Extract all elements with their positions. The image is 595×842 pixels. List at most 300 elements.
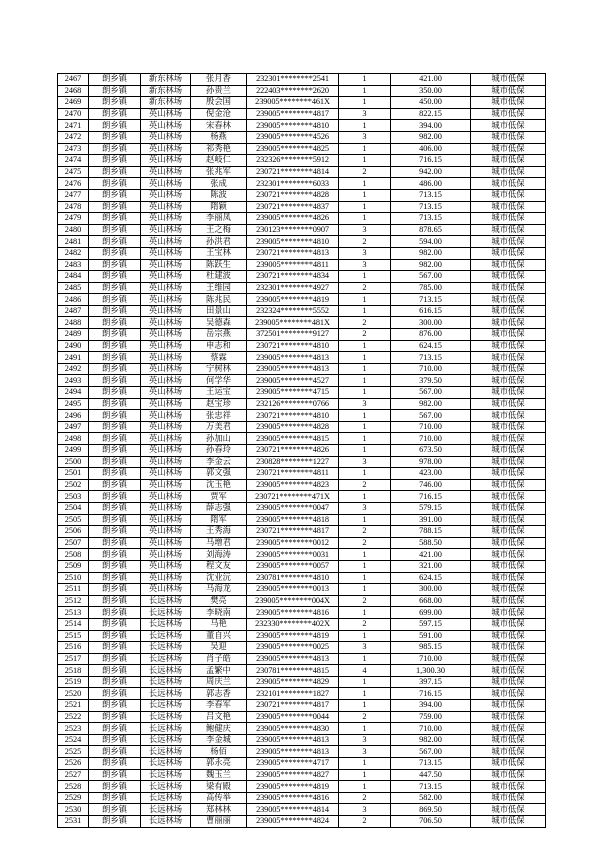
cell-type: 城市低保 (471, 74, 546, 86)
cell-town: 朗乡镇 (89, 421, 141, 433)
cell-town: 朗乡镇 (89, 456, 141, 468)
cell-id: 239005********4819 (247, 630, 339, 642)
cell-id: 239005********4813 (247, 653, 339, 665)
table-row (58, 723, 546, 735)
cell-id: 239005********4715 (247, 387, 339, 399)
cell-town: 朗乡镇 (89, 653, 141, 665)
cell-count: 2 (339, 816, 391, 828)
cell-no: 2474 (58, 155, 89, 167)
table-row (58, 143, 546, 155)
cell-count: 1 (339, 387, 391, 399)
cell-amount: 624.15 (391, 572, 471, 584)
cell-town: 朗乡镇 (89, 317, 141, 329)
cell-amount: 710.00 (391, 433, 471, 445)
cell-count: 2 (339, 526, 391, 538)
cell-amount: 713.15 (391, 294, 471, 306)
cell-count: 2 (339, 329, 391, 341)
cell-name: 蔡霖 (191, 352, 247, 364)
cell-id: 239005********4717 (247, 758, 339, 770)
cell-type: 城市低保 (471, 456, 546, 468)
cell-amount: 450.00 (391, 97, 471, 109)
cell-name: 魏玉兰 (191, 769, 247, 781)
cell-town: 朗乡镇 (89, 642, 141, 654)
cell-town: 朗乡镇 (89, 537, 141, 549)
cell-town: 朗乡镇 (89, 711, 141, 723)
cell-amount: 588.50 (391, 537, 471, 549)
cell-amount: 579.15 (391, 502, 471, 514)
cell-town: 朗乡镇 (89, 595, 141, 607)
table-row (58, 595, 546, 607)
cell-no: 2512 (58, 595, 89, 607)
cell-farm: 长远林场 (141, 700, 191, 712)
cell-no: 2498 (58, 433, 89, 445)
cell-count: 1 (339, 607, 391, 619)
cell-id: 239005********4824 (247, 816, 339, 828)
cell-type: 城市低保 (471, 352, 546, 364)
cell-count: 1 (339, 178, 391, 190)
cell-no: 2504 (58, 502, 89, 514)
cell-id: 239005********4828 (247, 421, 339, 433)
cell-count: 1 (339, 352, 391, 364)
cell-count: 3 (339, 456, 391, 468)
cell-amount: 716.15 (391, 491, 471, 503)
cell-count: 2 (339, 317, 391, 329)
cell-count: 1 (339, 74, 391, 86)
cell-type: 城市低保 (471, 792, 546, 804)
table-row (58, 468, 546, 480)
cell-farm: 英山林场 (141, 445, 191, 457)
cell-farm: 英山林场 (141, 213, 191, 225)
table-body (58, 74, 546, 828)
cell-type: 城市低保 (471, 653, 546, 665)
cell-town: 朗乡镇 (89, 155, 141, 167)
cell-farm: 长远林场 (141, 746, 191, 758)
cell-no: 2499 (58, 445, 89, 457)
cell-farm: 英山林场 (141, 155, 191, 167)
cell-farm: 英山林场 (141, 236, 191, 248)
cell-type: 城市低保 (471, 85, 546, 97)
cell-town: 朗乡镇 (89, 271, 141, 283)
cell-town: 朗乡镇 (89, 433, 141, 445)
cell-town: 朗乡镇 (89, 468, 141, 480)
table-row (58, 213, 546, 225)
cell-name: 王运宝 (191, 387, 247, 399)
table-row (58, 700, 546, 712)
table-row (58, 758, 546, 770)
cell-no: 2500 (58, 456, 89, 468)
table-row (58, 85, 546, 97)
cell-name: 刘海涛 (191, 549, 247, 561)
cell-amount: 706.50 (391, 816, 471, 828)
cell-type: 城市低保 (471, 642, 546, 654)
cell-id: 239005********4816 (247, 607, 339, 619)
cell-id: 230721********4810 (247, 340, 339, 352)
cell-farm: 长远林场 (141, 595, 191, 607)
cell-name: 李晓南 (191, 607, 247, 619)
cell-type: 城市低保 (471, 340, 546, 352)
table-row (58, 526, 546, 538)
cell-type: 城市低保 (471, 282, 546, 294)
cell-type: 城市低保 (471, 410, 546, 422)
cell-type: 城市低保 (471, 178, 546, 190)
cell-count: 3 (339, 131, 391, 143)
cell-no: 2484 (58, 271, 89, 283)
cell-name: 吕文艳 (191, 711, 247, 723)
cell-no: 2481 (58, 236, 89, 248)
table-row (58, 514, 546, 526)
cell-type: 城市低保 (471, 630, 546, 642)
table-row (58, 317, 546, 329)
table-row (58, 131, 546, 143)
cell-amount: 594.00 (391, 236, 471, 248)
cell-town: 朗乡镇 (89, 352, 141, 364)
cell-name: 赵宝珍 (191, 398, 247, 410)
cell-no: 2486 (58, 294, 89, 306)
cell-amount: 350.00 (391, 85, 471, 97)
cell-town: 朗乡镇 (89, 329, 141, 341)
cell-id: 239005********4826 (247, 213, 339, 225)
cell-count: 1 (339, 445, 391, 457)
cell-no: 2515 (58, 630, 89, 642)
cell-amount: 788.15 (391, 526, 471, 538)
cell-id: 239005********4817 (247, 108, 339, 120)
cell-no: 2479 (58, 213, 89, 225)
cell-town: 朗乡镇 (89, 491, 141, 503)
cell-farm: 长远林场 (141, 804, 191, 816)
cell-id: 239005********0057 (247, 560, 339, 572)
cell-type: 城市低保 (471, 676, 546, 688)
cell-id: 239005********4526 (247, 131, 339, 143)
cell-amount: 716.15 (391, 155, 471, 167)
cell-id: 232330********402X (247, 618, 339, 630)
cell-town: 朗乡镇 (89, 445, 141, 457)
cell-farm: 长远林场 (141, 781, 191, 793)
cell-amount: 391.00 (391, 514, 471, 526)
cell-farm: 英山林场 (141, 247, 191, 259)
cell-type: 城市低保 (471, 201, 546, 213)
cell-amount: 822.15 (391, 108, 471, 120)
table-row (58, 166, 546, 178)
cell-no: 2467 (58, 74, 89, 86)
cell-town: 朗乡镇 (89, 804, 141, 816)
cell-amount: 321.00 (391, 560, 471, 572)
cell-id: 232324********5552 (247, 305, 339, 317)
table-row (58, 363, 546, 375)
cell-town: 朗乡镇 (89, 769, 141, 781)
cell-count: 1 (339, 305, 391, 317)
cell-farm: 长远林场 (141, 642, 191, 654)
cell-type: 城市低保 (471, 514, 546, 526)
cell-name: 万美君 (191, 421, 247, 433)
cell-farm: 英山林场 (141, 329, 191, 341)
cell-no: 2482 (58, 247, 89, 259)
cell-farm: 英山林场 (141, 421, 191, 433)
cell-id: 239005********4813 (247, 746, 339, 758)
cell-amount: 716.15 (391, 688, 471, 700)
cell-count: 1 (339, 468, 391, 480)
table-row (58, 734, 546, 746)
cell-amount: 982.00 (391, 259, 471, 271)
cell-town: 朗乡镇 (89, 676, 141, 688)
cell-no: 2494 (58, 387, 89, 399)
cell-type: 城市低保 (471, 665, 546, 677)
cell-amount: 300.00 (391, 584, 471, 596)
cell-no: 2531 (58, 816, 89, 828)
cell-type: 城市低保 (471, 560, 546, 572)
cell-type: 城市低保 (471, 213, 546, 225)
cell-id: 239005********4814 (247, 804, 339, 816)
cell-amount: 878.65 (391, 224, 471, 236)
cell-amount: 699.00 (391, 607, 471, 619)
cell-town: 朗乡镇 (89, 746, 141, 758)
cell-id: 232326********5912 (247, 155, 339, 167)
cell-amount: 567.00 (391, 410, 471, 422)
cell-type: 城市低保 (471, 317, 546, 329)
table-row (58, 769, 546, 781)
cell-amount: 406.00 (391, 143, 471, 155)
cell-count: 1 (339, 491, 391, 503)
cell-type: 城市低保 (471, 236, 546, 248)
cell-no: 2473 (58, 143, 89, 155)
table-row (58, 387, 546, 399)
cell-farm: 长远林场 (141, 769, 191, 781)
cell-no: 2517 (58, 653, 89, 665)
cell-town: 朗乡镇 (89, 816, 141, 828)
cell-name: 陈跃生 (191, 259, 247, 271)
cell-count: 2 (339, 166, 391, 178)
cell-no: 2488 (58, 317, 89, 329)
cell-town: 朗乡镇 (89, 178, 141, 190)
cell-no: 2502 (58, 479, 89, 491)
cell-type: 城市低保 (471, 572, 546, 584)
cell-amount: 394.00 (391, 120, 471, 132)
cell-name: 王维园 (191, 282, 247, 294)
cell-id: 230721********4834 (247, 271, 339, 283)
cell-name: 薛志强 (191, 502, 247, 514)
cell-farm: 英山林场 (141, 549, 191, 561)
cell-type: 城市低保 (471, 363, 546, 375)
cell-town: 朗乡镇 (89, 236, 141, 248)
cell-amount: 300.00 (391, 317, 471, 329)
cell-type: 城市低保 (471, 445, 546, 457)
table-row (58, 618, 546, 630)
cell-town: 朗乡镇 (89, 305, 141, 317)
cell-id: 230123********0907 (247, 224, 339, 236)
cell-farm: 英山林场 (141, 584, 191, 596)
cell-id: 239005********4813 (247, 734, 339, 746)
cell-amount: 985.15 (391, 642, 471, 654)
cell-name: 高传举 (191, 792, 247, 804)
cell-type: 城市低保 (471, 398, 546, 410)
table-row (58, 502, 546, 514)
cell-no: 2509 (58, 560, 89, 572)
cell-farm: 英山林场 (141, 131, 191, 143)
cell-count: 3 (339, 734, 391, 746)
cell-farm: 英山林场 (141, 201, 191, 213)
cell-town: 朗乡镇 (89, 201, 141, 213)
cell-type: 城市低保 (471, 700, 546, 712)
cell-type: 城市低保 (471, 421, 546, 433)
cell-no: 2522 (58, 711, 89, 723)
cell-type: 城市低保 (471, 804, 546, 816)
cell-id: 232301********2541 (247, 74, 339, 86)
cell-name: 隋颖 (191, 201, 247, 213)
cell-name: 杜建波 (191, 271, 247, 283)
table-row (58, 642, 546, 654)
cell-count: 1 (339, 410, 391, 422)
cell-id: 232301********6033 (247, 178, 339, 190)
cell-farm: 英山林场 (141, 305, 191, 317)
cell-count: 1 (339, 201, 391, 213)
cell-amount: 785.00 (391, 282, 471, 294)
cell-amount: 713.15 (391, 213, 471, 225)
cell-town: 朗乡镇 (89, 213, 141, 225)
cell-count: 1 (339, 421, 391, 433)
cell-no: 2501 (58, 468, 89, 480)
cell-name: 李金城 (191, 734, 247, 746)
cell-farm: 英山林场 (141, 189, 191, 201)
cell-no: 2475 (58, 166, 89, 178)
cell-town: 朗乡镇 (89, 375, 141, 387)
cell-farm: 新东林场 (141, 74, 191, 86)
cell-count: 1 (339, 363, 391, 375)
cell-type: 城市低保 (471, 433, 546, 445)
cell-name: 沈业沅 (191, 572, 247, 584)
cell-town: 朗乡镇 (89, 723, 141, 735)
cell-amount: 421.00 (391, 549, 471, 561)
cell-farm: 英山林场 (141, 537, 191, 549)
cell-count: 2 (339, 537, 391, 549)
table-row (58, 421, 546, 433)
cell-count: 2 (339, 236, 391, 248)
cell-amount: 447.50 (391, 769, 471, 781)
cell-town: 朗乡镇 (89, 97, 141, 109)
cell-no: 2523 (58, 723, 89, 735)
cell-amount: 710.00 (391, 363, 471, 375)
cell-id: 230781********4810 (247, 572, 339, 584)
cell-id: 239005********4810 (247, 120, 339, 132)
cell-type: 城市低保 (471, 584, 546, 596)
cell-no: 2530 (58, 804, 89, 816)
cell-farm: 长远林场 (141, 665, 191, 677)
cell-name: 何学华 (191, 375, 247, 387)
cell-farm: 英山林场 (141, 363, 191, 375)
cell-type: 城市低保 (471, 375, 546, 387)
cell-town: 朗乡镇 (89, 688, 141, 700)
cell-amount: 567.00 (391, 746, 471, 758)
table-row (58, 491, 546, 503)
table-row (58, 607, 546, 619)
cell-id: 239005********461X (247, 97, 339, 109)
cell-no: 2529 (58, 792, 89, 804)
cell-type: 城市低保 (471, 688, 546, 700)
cell-no: 2470 (58, 108, 89, 120)
cell-amount: 423.00 (391, 468, 471, 480)
cell-no: 2524 (58, 734, 89, 746)
cell-id: 239005********004X (247, 595, 339, 607)
cell-farm: 英山林场 (141, 456, 191, 468)
cell-no: 2476 (58, 178, 89, 190)
cell-count: 3 (339, 804, 391, 816)
cell-name: 郭文强 (191, 468, 247, 480)
cell-type: 城市低保 (471, 734, 546, 746)
cell-id: 372501********9127 (247, 329, 339, 341)
cell-amount: 982.00 (391, 131, 471, 143)
cell-name: 田景山 (191, 305, 247, 317)
table-row (58, 271, 546, 283)
cell-id: 230721********4826 (247, 445, 339, 457)
cell-no: 2514 (58, 618, 89, 630)
cell-name: 王宝林 (191, 247, 247, 259)
cell-no: 2487 (58, 305, 89, 317)
cell-no: 2526 (58, 758, 89, 770)
table-row (58, 340, 546, 352)
table-row (58, 282, 546, 294)
cell-farm: 英山林场 (141, 352, 191, 364)
cell-name: 程文友 (191, 560, 247, 572)
cell-town: 朗乡镇 (89, 792, 141, 804)
cell-town: 朗乡镇 (89, 398, 141, 410)
cell-no: 2472 (58, 131, 89, 143)
cell-name: 祁秀艳 (191, 143, 247, 155)
cell-name: 郭永亮 (191, 758, 247, 770)
cell-town: 朗乡镇 (89, 108, 141, 120)
table-row (58, 189, 546, 201)
cell-amount: 616.15 (391, 305, 471, 317)
cell-name: 倪金沧 (191, 108, 247, 120)
cell-farm: 英山林场 (141, 178, 191, 190)
cell-count: 3 (339, 746, 391, 758)
cell-id: 232126********0766 (247, 398, 339, 410)
cell-farm: 新东林场 (141, 85, 191, 97)
cell-no: 2521 (58, 700, 89, 712)
cell-name: 沈玉艳 (191, 479, 247, 491)
cell-type: 城市低保 (471, 259, 546, 271)
cell-type: 城市低保 (471, 305, 546, 317)
cell-type: 城市低保 (471, 723, 546, 735)
cell-town: 朗乡镇 (89, 758, 141, 770)
cell-name: 陈兆民 (191, 294, 247, 306)
cell-town: 朗乡镇 (89, 340, 141, 352)
allowance-table (57, 73, 546, 828)
cell-name: 张兆军 (191, 166, 247, 178)
cell-amount: 673.50 (391, 445, 471, 457)
cell-amount: 713.15 (391, 758, 471, 770)
cell-type: 城市低保 (471, 479, 546, 491)
cell-count: 2 (339, 792, 391, 804)
cell-no: 2516 (58, 642, 89, 654)
cell-name: 孙贵兰 (191, 85, 247, 97)
cell-amount: 1,300.30 (391, 665, 471, 677)
cell-id: 230721********4813 (247, 247, 339, 259)
cell-name: 马海龙 (191, 584, 247, 596)
cell-name: 王之梅 (191, 224, 247, 236)
cell-no: 2478 (58, 201, 89, 213)
cell-name: 赵岐仁 (191, 155, 247, 167)
cell-amount: 978.00 (391, 456, 471, 468)
cell-name: 孙春玲 (191, 445, 247, 457)
cell-town: 朗乡镇 (89, 607, 141, 619)
cell-no: 2485 (58, 282, 89, 294)
cell-name: 杨佰 (191, 746, 247, 758)
cell-no: 2520 (58, 688, 89, 700)
table-row (58, 549, 546, 561)
cell-count: 3 (339, 247, 391, 259)
table-row (58, 433, 546, 445)
cell-id: 239005********481X (247, 317, 339, 329)
cell-farm: 英山林场 (141, 294, 191, 306)
table-row (58, 247, 546, 259)
